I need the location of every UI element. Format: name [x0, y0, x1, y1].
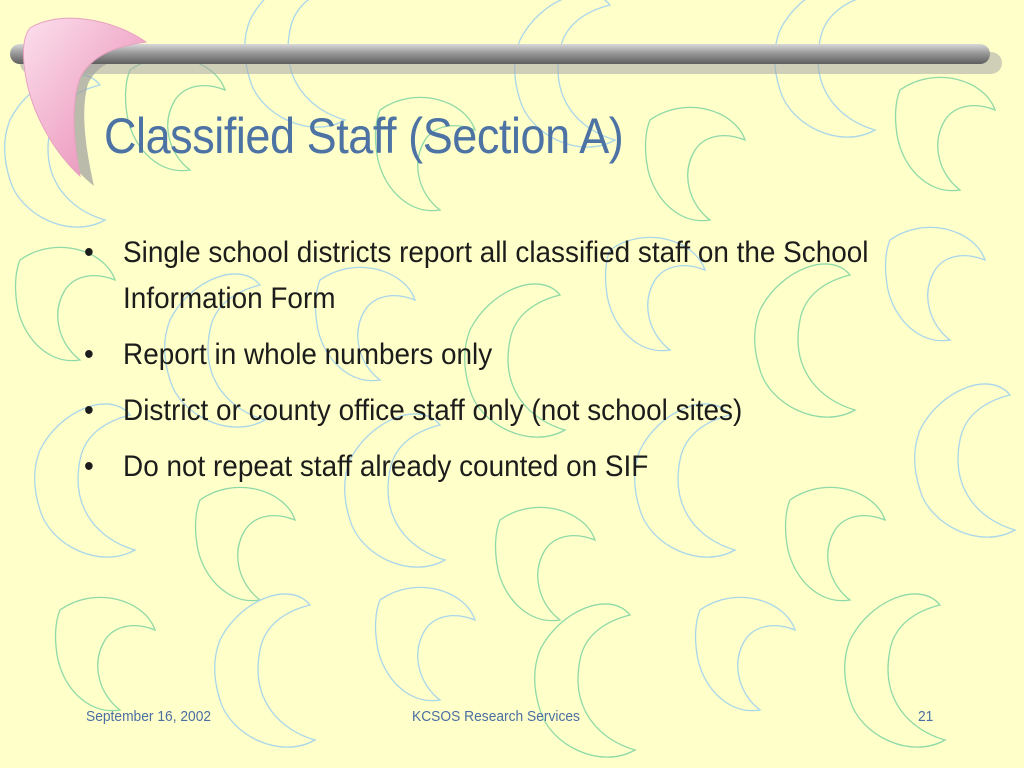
bullet-marker: •: [84, 236, 94, 269]
header-bar-decoration: [0, 0, 1024, 200]
bullet-list: [84, 230, 944, 500]
bullet-item: [84, 444, 884, 490]
bullet-text: Single school districts report all classified staff on the School Information Form: [123, 236, 869, 315]
footer-date: September 16, 2002: [86, 708, 212, 725]
footer-page-number: 21: [918, 708, 934, 725]
bullet-item: [84, 388, 884, 434]
footer-organization: KCSOS Research Services: [412, 708, 580, 725]
bullet-marker: •: [84, 338, 94, 371]
bullet-marker: •: [84, 450, 94, 483]
bullet-item: [84, 332, 884, 378]
bullet-item: [84, 230, 884, 322]
bullet-marker: •: [84, 394, 94, 427]
bullet-text: Do not repeat staff already counted on SIF: [123, 450, 649, 483]
slide-title: Classified Staff (Section A): [104, 108, 624, 164]
bullet-text: District or county office staff only (not school sites): [123, 394, 743, 427]
bullet-text: Report in whole numbers only: [123, 338, 493, 371]
